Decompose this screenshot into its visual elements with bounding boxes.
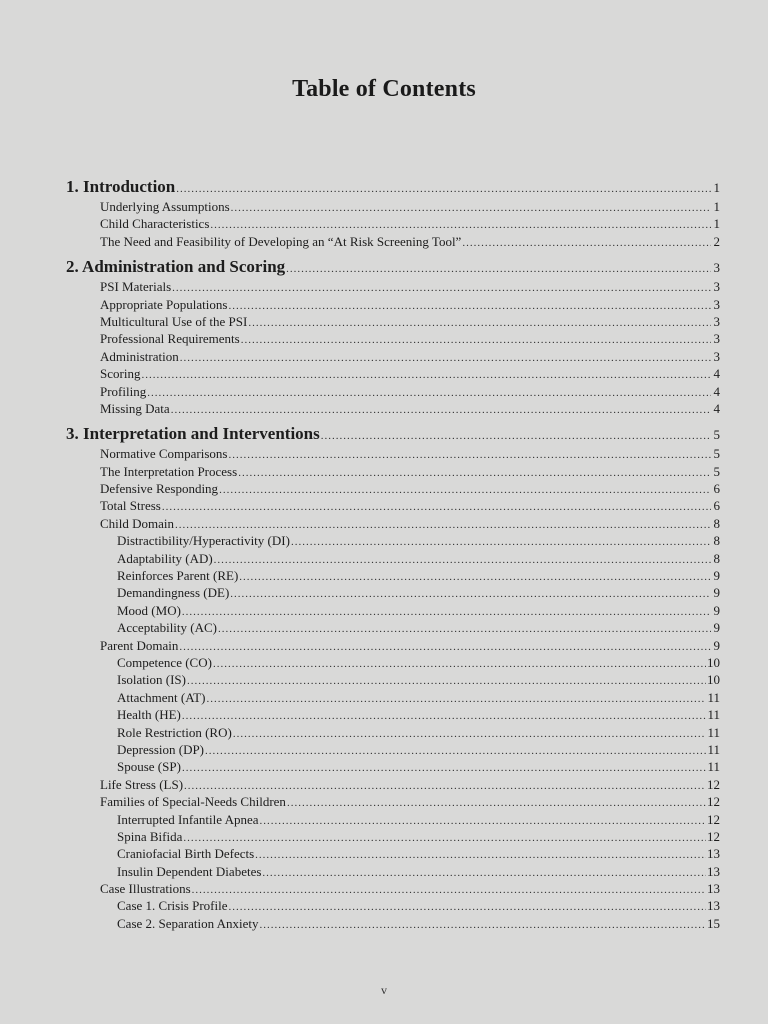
toc-section — [0, 423, 768, 932]
toc-page-number: 12 — [707, 811, 720, 827]
dot-leader — [238, 465, 711, 482]
dot-leader — [260, 917, 706, 934]
toc-page-number: 3 — [713, 279, 720, 295]
dot-leader — [248, 315, 711, 332]
toc-entry — [100, 198, 720, 215]
dot-leader — [262, 865, 706, 882]
toc-entry-label: Reinforces Parent (RE) — [117, 568, 239, 584]
toc-entry-label: Child Characteristics — [100, 216, 210, 232]
toc-entry-label: Craniofacial Birth Defects — [117, 846, 255, 862]
toc-entry-label: Adaptability (AD) — [117, 550, 213, 566]
toc-entry-label: Profiling — [100, 383, 147, 399]
toc-page-number: 3 — [713, 313, 720, 329]
dot-leader — [218, 621, 711, 638]
toc-entry — [100, 445, 720, 462]
toc-page-number: 11 — [707, 759, 720, 775]
dot-leader — [255, 847, 706, 864]
toc-page-number: 5 — [713, 463, 720, 479]
toc-page-number: 1 — [713, 199, 720, 214]
toc-page-number: 13 — [707, 863, 720, 879]
toc-page-number: 5 — [713, 446, 720, 462]
toc-entry-label: Case 1. Crisis Profile — [117, 898, 228, 914]
toc-entry-label: Insulin Dependent Diabetes — [117, 863, 262, 879]
dot-leader — [241, 332, 711, 349]
dot-leader — [286, 258, 711, 280]
toc-page-number: 13 — [707, 898, 720, 914]
toc-entry-label: Spouse (SP) — [117, 759, 181, 775]
dot-leader — [230, 586, 711, 603]
toc-entry-label: Attachment (AT) — [117, 689, 206, 705]
toc-entry — [100, 348, 720, 365]
toc-entry-label: Professional Requirements — [100, 331, 240, 347]
toc-entry-label: PSI Materials — [100, 279, 172, 295]
toc-entry — [100, 313, 720, 330]
toc-page-number: 10 — [707, 654, 720, 670]
toc-entry-label: Scoring — [100, 366, 141, 382]
toc-entry — [117, 897, 720, 914]
page-number: v — [381, 983, 387, 997]
dot-leader — [182, 708, 707, 725]
toc-entry — [100, 793, 720, 810]
toc-section-heading — [66, 423, 720, 445]
dot-leader — [141, 367, 711, 384]
toc-entry — [100, 880, 720, 897]
toc-page-number: 1 — [713, 180, 720, 195]
dot-leader — [213, 656, 706, 673]
toc-page-number: 12 — [707, 794, 720, 810]
toc-page-number: 3 — [713, 296, 720, 312]
dot-leader — [147, 385, 711, 402]
toc-entry — [100, 330, 720, 347]
toc-entry-label: Case 2. Separation Anxiety — [117, 915, 259, 931]
toc-entry-label: Health (HE) — [117, 707, 181, 723]
dot-leader — [171, 402, 711, 419]
toc-page-number: 4 — [713, 366, 720, 382]
toc-entry-label: Parent Domain — [100, 637, 179, 653]
toc-entry-label: Depression (DP) — [117, 741, 205, 757]
toc-entry — [100, 637, 720, 654]
toc-entry — [117, 758, 720, 775]
dot-leader — [219, 482, 711, 499]
toc-entry-label: Distractibility/Hyperactivity (DI) — [117, 533, 290, 549]
dot-leader — [183, 830, 706, 847]
toc-page-number: 11 — [707, 707, 720, 723]
toc-page-number: 8 — [713, 515, 720, 531]
toc-page-number: 5 — [713, 427, 720, 443]
toc-page-number: 9 — [713, 585, 720, 601]
toc-section-label: 3. Interpretation and Interventions — [66, 424, 320, 444]
toc-section-heading — [66, 176, 720, 198]
toc-entry-label: Demandingness (DE) — [117, 585, 230, 601]
toc-entry — [100, 215, 720, 232]
dot-leader — [291, 534, 711, 551]
dot-leader — [260, 813, 707, 830]
toc-entry-label: Families of Special-Needs Children — [100, 794, 286, 810]
dot-leader — [229, 899, 707, 916]
dot-leader — [233, 726, 707, 743]
dot-leader — [287, 795, 706, 812]
dot-leader — [462, 235, 711, 252]
table-of-contents — [0, 176, 768, 938]
toc-entry — [117, 584, 720, 601]
toc-entry — [117, 811, 720, 828]
toc-page-number: 13 — [707, 846, 720, 862]
toc-entry-label: Isolation (IS) — [117, 672, 186, 688]
toc-entry — [100, 383, 720, 400]
dot-leader — [206, 691, 706, 708]
toc-entry — [117, 689, 720, 706]
toc-page-number: 12 — [707, 776, 720, 792]
toc-entry — [100, 278, 720, 295]
dot-leader — [179, 639, 711, 656]
toc-entry-label: Spina Bifida — [117, 828, 183, 844]
toc-page-number: 11 — [707, 741, 720, 757]
toc-entry — [100, 400, 720, 417]
toc-entry-label: The Interpretation Process — [100, 463, 238, 479]
dot-leader — [321, 425, 711, 447]
dot-leader — [187, 673, 706, 690]
dot-leader — [182, 760, 707, 777]
toc-page-number: 4 — [713, 400, 720, 416]
toc-entry — [100, 480, 720, 497]
toc-entry — [117, 567, 720, 584]
toc-page-number: 3 — [713, 260, 720, 276]
toc-entry — [100, 296, 720, 313]
toc-entry — [117, 863, 720, 880]
toc-entry-label: Missing Data — [100, 400, 170, 416]
toc-section-heading — [66, 256, 720, 278]
toc-entry-label: Appropriate Populations — [100, 296, 228, 312]
toc-entry-label: Interrupted Infantile Apnea — [117, 811, 259, 827]
toc-entry — [100, 365, 720, 382]
toc-page-number: 1 — [713, 216, 720, 232]
toc-entry-label: Multicultural Use of the PSI — [100, 313, 248, 329]
dot-leader — [180, 350, 711, 367]
dot-leader — [172, 280, 711, 297]
toc-entry — [100, 497, 720, 514]
dot-leader — [205, 743, 706, 760]
toc-entry-label: The Need and Feasibility of Developing an “At Risk Screening Tool” — [100, 233, 462, 249]
toc-page-number: 13 — [707, 881, 720, 897]
toc-page-number: 8 — [713, 533, 720, 549]
toc-entry — [117, 550, 720, 567]
toc-section-label: 2. Administration and Scoring — [66, 257, 286, 277]
toc-entry — [100, 776, 720, 793]
toc-entry-label: Competence (CO) — [117, 654, 212, 670]
toc-page-number: 6 — [713, 481, 720, 497]
toc-entry — [117, 619, 720, 636]
toc-page-number: 4 — [713, 383, 720, 399]
toc-section — [0, 256, 768, 417]
page-title: Table of Contents — [292, 76, 476, 102]
toc-entry-label: Underlying Assumptions — [100, 199, 230, 214]
toc-entry-label: Mood (MO) — [117, 602, 181, 618]
toc-entry — [117, 828, 720, 845]
toc-page-number: 9 — [713, 637, 720, 653]
toc-page-number: 9 — [713, 620, 720, 636]
toc-entry-label: Defensive Responding — [100, 481, 219, 497]
toc-entry — [117, 741, 720, 758]
toc-entry — [117, 845, 720, 862]
toc-entry — [100, 515, 720, 532]
toc-entry — [117, 915, 720, 932]
toc-page-number: 2 — [713, 233, 720, 249]
toc-entry-label: Case Illustrations — [100, 881, 191, 897]
toc-page-number: 8 — [713, 550, 720, 566]
toc-entry-label: Total Stress — [100, 498, 161, 514]
toc-entry-label: Child Domain — [100, 515, 175, 531]
toc-page-number: 15 — [707, 915, 720, 931]
toc-entry — [117, 654, 720, 671]
toc-entry — [117, 532, 720, 549]
toc-section-label: 1. Introduction — [66, 177, 176, 196]
dot-leader — [162, 499, 711, 516]
toc-section — [0, 176, 768, 250]
toc-entry-label: Acceptability (AC) — [117, 620, 217, 636]
dot-leader — [182, 604, 711, 621]
toc-entry — [117, 602, 720, 619]
toc-page-number: 11 — [707, 724, 720, 740]
toc-page-number: 12 — [707, 828, 720, 844]
toc-entry-label: Administration — [100, 348, 179, 364]
dot-leader — [214, 552, 711, 569]
toc-page-number: 3 — [713, 348, 720, 364]
dot-leader — [228, 298, 711, 315]
toc-entry-label: Life Stress (LS) — [100, 776, 184, 792]
toc-page-number: 3 — [713, 331, 720, 347]
dot-leader — [176, 178, 711, 200]
dot-leader — [231, 200, 711, 217]
toc-entry-label: Normative Comparisons — [100, 446, 228, 462]
toc-page-number: 10 — [707, 672, 720, 688]
toc-page-number: 11 — [707, 689, 720, 705]
toc-page-number: 9 — [713, 568, 720, 584]
toc-page-number: 6 — [713, 498, 720, 514]
toc-entry — [117, 706, 720, 723]
dot-leader — [192, 882, 706, 899]
toc-entry-label: Role Restriction (RO) — [117, 724, 232, 740]
toc-page-number: 9 — [713, 602, 720, 618]
toc-entry — [100, 463, 720, 480]
toc-entry — [117, 724, 720, 741]
toc-entry — [100, 233, 720, 250]
dot-leader — [239, 569, 711, 586]
toc-entry — [117, 671, 720, 688]
dot-leader — [228, 447, 711, 464]
